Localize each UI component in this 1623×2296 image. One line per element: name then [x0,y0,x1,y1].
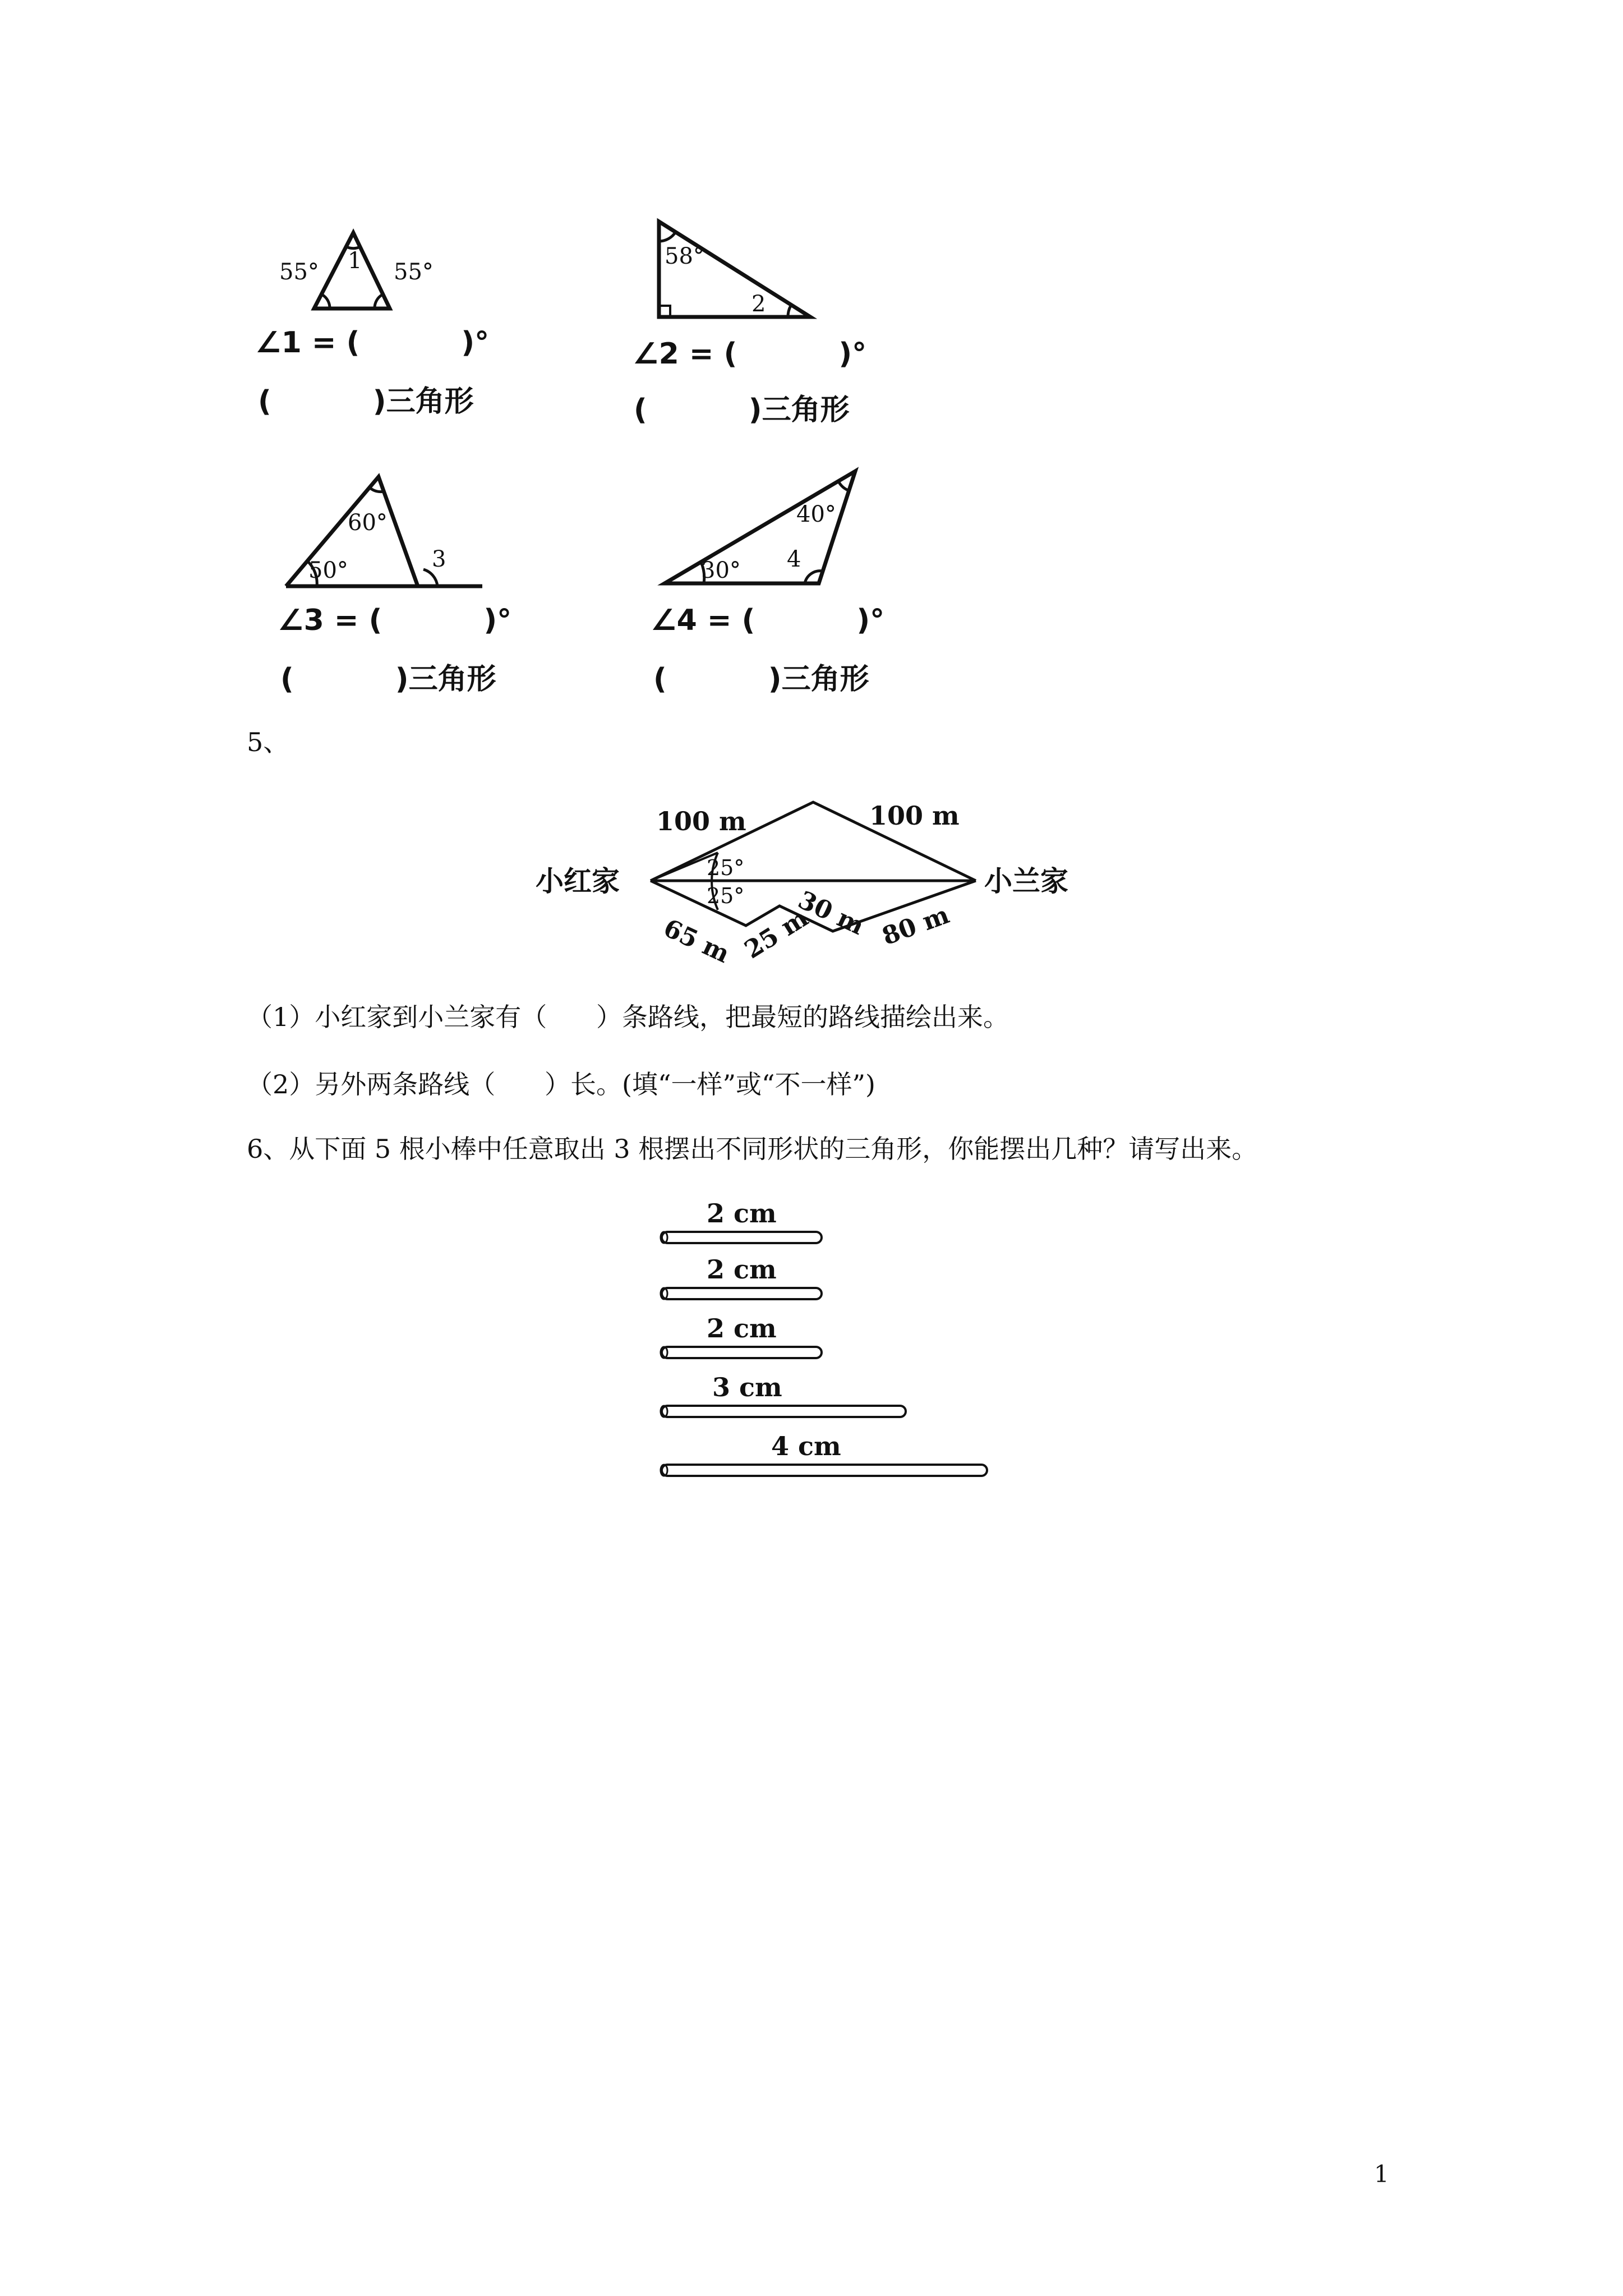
stick-5-label: 4 cm [771,1431,841,1461]
map-top-left-length: 100 m [656,806,746,836]
triangle-4-type: ( )三角形 [653,662,869,696]
triangle-3-angle-left: 50° [308,558,348,583]
triangle-3-exterior-angle: 3 [432,546,446,572]
q6-question: 6、从下面 5 根小棒中任意取出 3 根摆出不同形状的三角形，你能摆出几种？请写出来。 [247,1134,1258,1164]
triangle-3-type: ( )三角形 [280,662,496,696]
triangle-4-angle-left: 30° [701,558,741,583]
q5-route-map [527,791,1099,970]
triangle-2-figure [645,216,830,328]
triangle-1-type: ( )三角形 [258,385,474,418]
triangle-1-equation: ∠1 = ( )° [255,326,490,360]
triangle-4-angle-top: 40° [796,501,836,527]
triangle-1-angle-left: 55° [279,259,319,285]
map-segment-80m: 80 m [878,900,953,951]
triangle-2-angle-top: 58° [665,243,704,269]
q5-sub2: （2）另外两条路线（ ）长。(填“一样”或“不一样”) [247,1069,875,1099]
triangle-2-angle-right: 2 [751,291,766,317]
map-segment-25m: 25 m [739,903,814,965]
map-angle-top: 25° [707,855,745,880]
triangle-4-angle-obtuse: 4 [787,546,801,572]
q5-number: 5、 [247,727,289,757]
stick-4-label: 3 cm [712,1372,782,1402]
triangle-1-angle-top: 1 [348,248,362,274]
triangle-2-equation: ∠2 = ( )° [633,337,867,371]
map-right-place: 小兰家 [984,864,1068,898]
q5-sub1: （1）小红家到小兰家有（ ）条路线，把最短的路线描绘出来。 [247,1002,1009,1032]
stick-3-label: 2 cm [707,1313,777,1343]
stick-2-label: 2 cm [707,1254,777,1285]
triangle-4-equation: ∠4 = ( )° [651,604,885,637]
stick-3 [656,1315,824,1360]
stick-4 [656,1374,909,1419]
map-angle-bottom: 25° [707,884,745,908]
triangle-3-equation: ∠3 = ( )° [278,604,512,637]
map-left-place: 小红家 [536,864,620,898]
triangle-1-angle-right: 55° [394,259,434,285]
stick-2 [656,1254,824,1301]
map-segment-30m: 30 m [794,885,869,941]
stick-1 [656,1200,824,1245]
q6-sticks [656,1200,1004,1492]
stick-5 [656,1433,993,1478]
triangle-1-figure [264,219,465,320]
triangle-3-angle-top: 60° [348,510,388,536]
triangle-2-type: ( )三角形 [634,393,850,427]
map-top-right-length: 100 m [869,800,960,831]
map-segment-65m: 65 m [659,913,734,969]
page-number: 1 [1374,2160,1389,2188]
stick-1-label: 2 cm [707,1198,777,1228]
triangle-3-figure [275,471,488,595]
triangle-4-figure [653,466,866,595]
